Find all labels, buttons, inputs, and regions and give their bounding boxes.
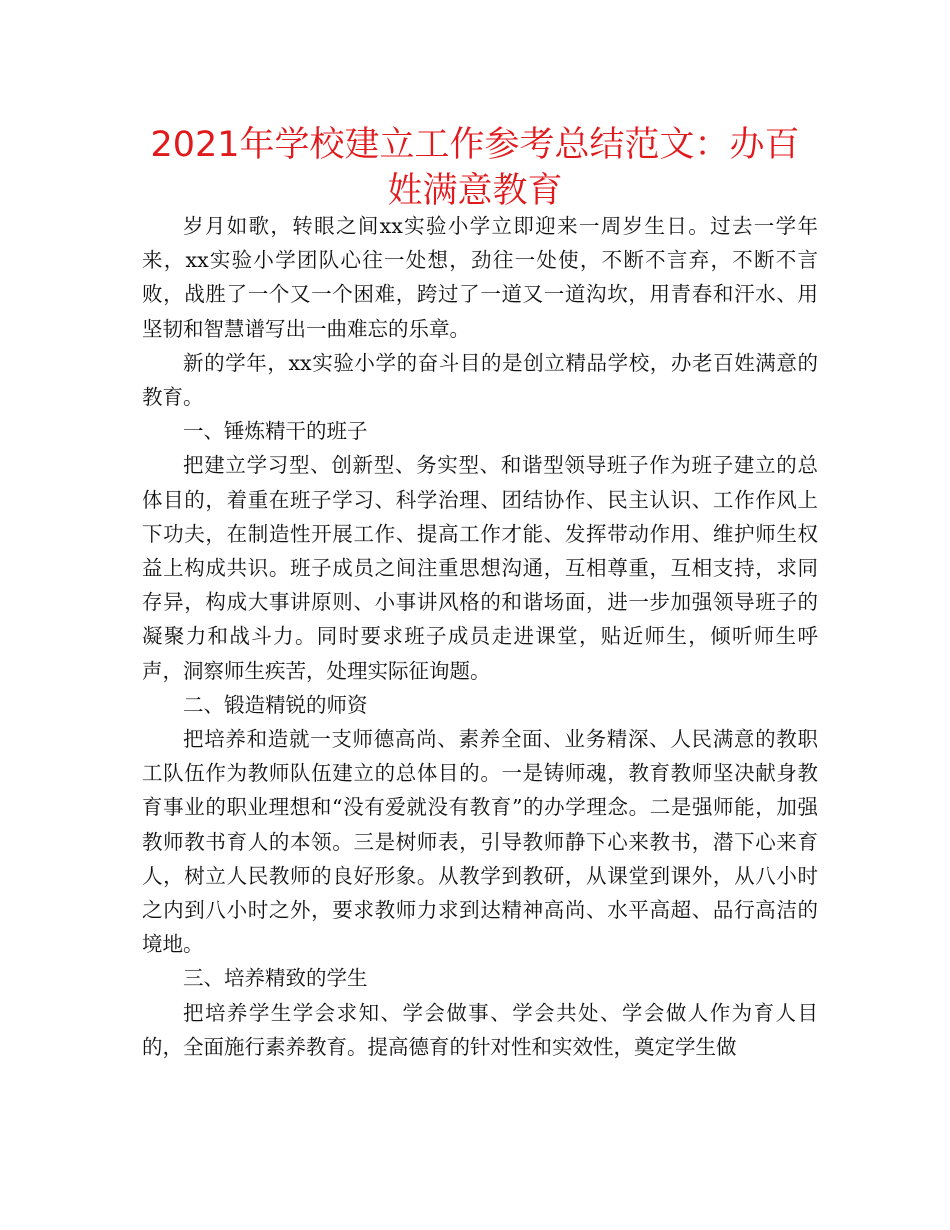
document-body [142,209,818,1064]
document-title: 2021年学校建立工作参考总结范文：办百姓满意教育 [150,125,800,211]
paragraph-teachers: 把培养和造就一支师德高尚、素养全面、业务精深、人民满意的教职工队伍作为教师队伍建立的总体目的。一是铸师魂，教育教师坚决献身教育事业的职业理想和“没有爱就没有教育”的办学理念。二是强师能，加强教师教书育人的本领。三是树师表，引导教师静下心来教书，潜下心来育人，树立人民教师的良好形象。从教学到教研，从课堂到课外，从八小时之内到八小时之外，要求教师力求到达精神高尚、水平高超、品行高洁的境地。 [142,727,818,957]
paragraph-goal: 新的学年，xx实验小学的奋斗目的是创立精品学校，办老百姓满意的教育。 [142,350,818,410]
section-heading-1: 一、锤炼精干的班子 [183,419,368,444]
paragraph-leadership: 把建立学习型、创新型、务实型、和谐型领导班子作为班子建立的总体目的，着重在班子学习、科学治理、团结协作、民主认识、工作作风上下功夫，在制造性开展工作、提高工作才能、发挥带动作用、维护师生权益上构成共识。班子成员之间注重思想沟通，互相尊重，互相支持，求同存异，构成大事讲原则、小事讲风格的和谐场面，进一步加强领导班子的凝聚力和战斗力。同时要求班子成员走进课堂，贴近师生，倾听师生呼声，洞察师生疾苦，处理实际征询题。 [142,453,818,683]
paragraph-students: 把培养学生学会求知、学会做事、学会共处、学会做人作为育人目的，全面施行素养教育。提高德育的针对性和实效性，奠定学生做 [142,1000,818,1059]
paragraph-intro: 岁月如歌，转眼之间xx实验小学立即迎来一周岁生日。过去一学年来，xx实验小学团队心往一处想，劲往一处使，不断不言弃，不断不言败，战胜了一个又一个困难，跨过了一道又一道沟坎，用青春和汗水、用坚韧和智慧谱写出一曲难忘的乐章。 [142,214,818,341]
section-heading-3: 三、培养精致的学生 [183,966,368,991]
section-heading-2: 二、锻造精锐的师资 [183,692,368,717]
